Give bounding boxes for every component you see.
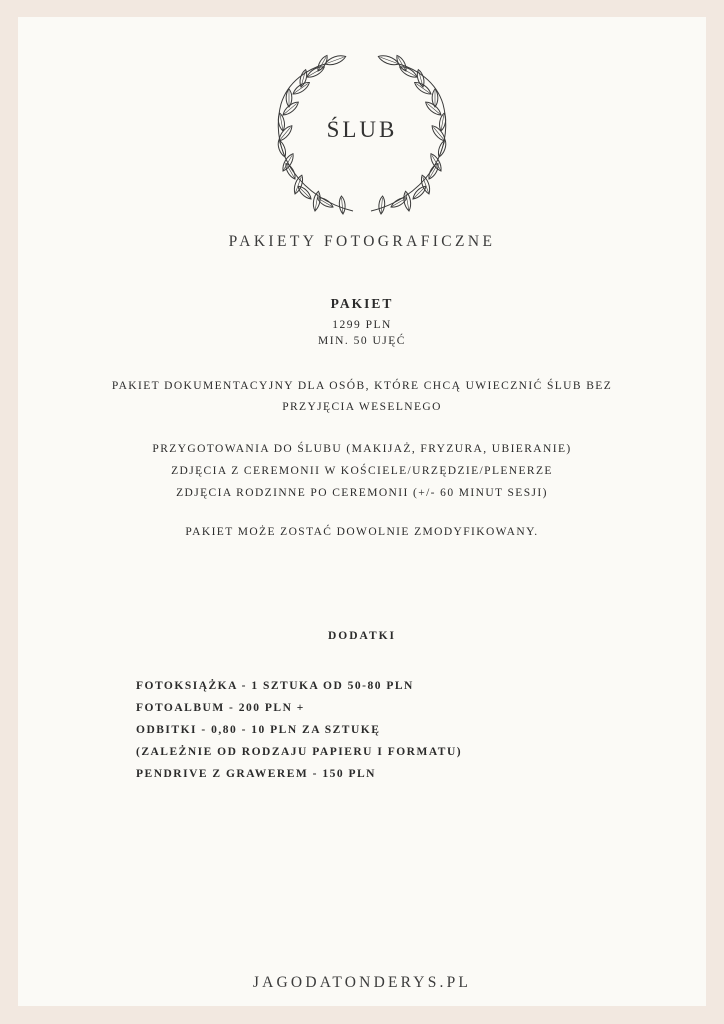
leaf-icon (378, 196, 385, 214)
page-title: ŚLUB (326, 117, 398, 142)
addon-item: FOTOALBUM - 200 PLN + (136, 702, 305, 714)
addon-item: FOTOKSIĄŻKA - 1 SZTUKA OD 50-80 PLN (136, 680, 414, 692)
leaf-icon (296, 184, 313, 201)
includes-line: ZDJĘCIA Z CEREMONII W KOŚCIELE/URZĘDZIE/PLENERZE (171, 465, 553, 477)
description-line: PRZYJĘCIA WESELNEGO (282, 401, 442, 413)
package-min-photos: MIN. 50 UJĘĆ (318, 335, 406, 347)
addon-item: PENDRIVE Z GRAWEREM - 150 PLN (136, 768, 376, 780)
leaf-icon (316, 196, 334, 210)
leaf-icon (281, 100, 300, 118)
package-includes (18, 438, 706, 504)
leaf-icon (398, 64, 418, 79)
package-name: PAKIET (330, 296, 394, 311)
page-subtitle: PAKIETY FOTOGRAFICZNE (228, 233, 496, 250)
leaf-icon (339, 196, 346, 214)
document-page (18, 17, 706, 1006)
addon-item: ODBITKI - 0,80 - 10 PLN ZA SZTUKĘ (136, 724, 381, 736)
leaf-icon (312, 191, 322, 212)
footer-website: JAGODATONDERYS.PL (252, 974, 472, 991)
addons-list (136, 675, 462, 785)
leaf-icon (402, 191, 412, 212)
description-line: PAKIET DOKUMENTACYJNY DLA OSÓB, KTÓRE CHCĄ UWIECZNIĆ ŚLUB BEZ (111, 380, 613, 392)
package-price: 1299 PLN (332, 319, 392, 331)
addons-title: DODATKI (327, 630, 397, 642)
leaf-icon (305, 64, 325, 79)
includes-line: ZDJĘCIA RODZINNE PO CEREMONII (+/- 60 MINUT SESJI) (176, 487, 548, 499)
includes-line: PRZYGOTOWANIA DO ŚLUBU (MAKIJAŻ, FRYZURA, UBIERANIE) (152, 443, 572, 455)
leaf-icon (411, 184, 428, 201)
leaf-icon (390, 196, 408, 210)
addon-item: (ZALEŻNIE OD RODZAJU PAPIERU I FORMATU) (136, 746, 463, 758)
package-note: PAKIET MOŻE ZOSTAĆ DOWOLNIE ZMODYFIKOWANY. (185, 526, 539, 538)
package-description (18, 376, 706, 418)
leaf-icon (424, 100, 443, 118)
